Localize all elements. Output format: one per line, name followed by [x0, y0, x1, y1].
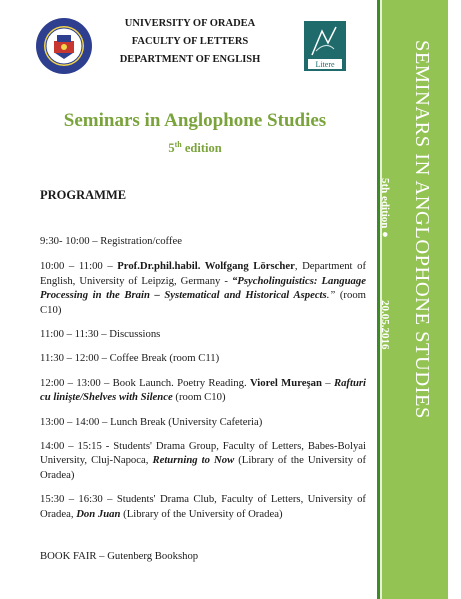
programme-item: 10:00 – 11:00 – Prof.Dr.phil.habil. Wolfgang Lörscher, Department of English, University of Leipzig, Germany - “Psycholinguistics: Language Processing in the Brain – Systematical and Historical Aspects.” (room C10): [40, 260, 366, 316]
department-name: DEPARTMENT OF ENGLISH: [119, 54, 261, 65]
programme-item: 11:30 – 12:00 – Coffee Break (room C11): [40, 352, 220, 365]
programme-item: 13:00 – 14:00 – Lunch Break (University Cafeteria): [40, 415, 263, 428]
programme-list: [40, 234, 366, 521]
speaker-name: Viorel Mureşan: [249, 376, 322, 389]
sidebar-date: 20.05.2016: [379, 300, 391, 350]
book-title: Rafturi cu linişte/Shelves with Silence: [40, 376, 367, 404]
university-seal-icon: [35, 17, 93, 75]
band-edge: [447, 0, 448, 599]
book-fair-note: BOOK FAIR – Gutenberg Bookshop: [40, 550, 199, 562]
talk-title: “Psycholinguistics: Language Processing in the Brain – Systematical and Historical Aspects: [40, 274, 366, 302]
programme-item: 14:00 – 15:15 - Students' Drama Group, Faculty of Letters, Babes-Bolyai University, Cluj-Napoca, Returning to Now (Library of the University of Oradea): [40, 440, 366, 481]
edition-number: 5: [168, 141, 175, 156]
programme-item: 9:30- 10:00 – Registration/coffee: [40, 235, 182, 247]
sidebar-edition: 5th edition ●: [379, 178, 391, 238]
university-name: UNIVERSITY OF ORADEA: [124, 18, 256, 29]
faculty-name: FACULTY OF LETTERS: [131, 36, 249, 47]
programme-item: 12:00 – 13:00 – Book Launch. Poetry Reading. Viorel Mureşan – Rafturi cu linişte/Shelves with Silence (room C10): [40, 376, 367, 404]
play-title: Don Juan: [76, 507, 121, 520]
edition-word: edition: [181, 141, 222, 156]
programme-heading: PROGRAMME: [40, 188, 127, 202]
edition-suffix: th: [174, 140, 182, 149]
speaker-name: Prof.Dr.phil.habil. Wolfgang Lörscher: [117, 260, 295, 273]
sidebar-title: SEMINARS IN ANGLOPHONE STUDIES: [411, 40, 433, 419]
litere-logo: [304, 21, 346, 71]
header-institution: [100, 15, 280, 69]
programme-item: 15:30 – 16:30 – Students' Drama Club, Faculty of Letters, University of Oradea, Don Juan (Library of the University of Oradea): [40, 493, 366, 520]
event-title: Seminars in Anglophone Studies: [63, 110, 327, 131]
logo-text: Litere: [315, 60, 335, 69]
programme-item: 11:00 – 11:30 – Discussions: [40, 328, 161, 341]
edition-label: [30, 140, 360, 156]
play-title: Returning to Now: [152, 454, 235, 467]
